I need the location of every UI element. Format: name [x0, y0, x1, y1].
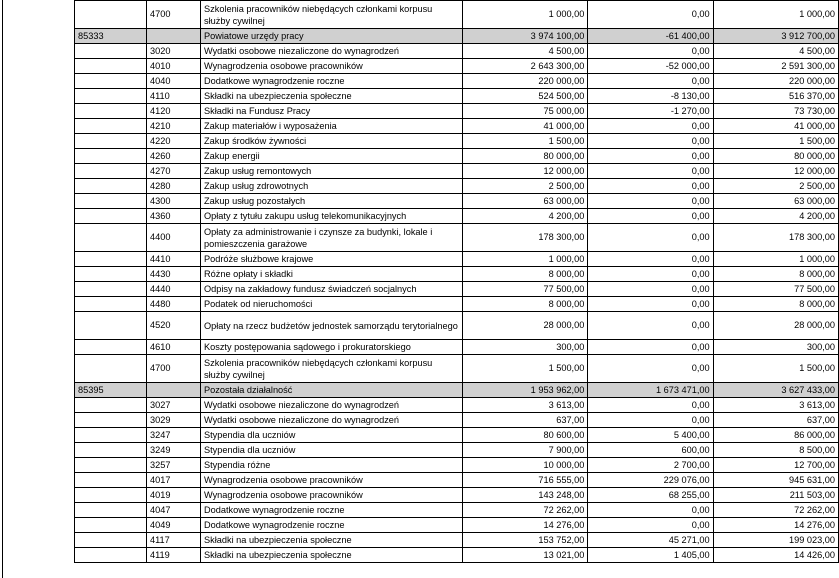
cell-nazwa: Powiatowe urzędy pracy: [201, 29, 463, 44]
cell-po-zmianie: 41 000,00: [713, 119, 838, 134]
cell-po-zmianie: 4 500,00: [713, 44, 838, 59]
cell-po-zmianie: 86 000,00: [713, 428, 838, 443]
cell-plan: 153 752,00: [463, 533, 588, 548]
cell-plan: 12 000,00: [463, 164, 588, 179]
cell-dzial: [75, 282, 147, 297]
cell-po-zmianie: 3 613,00: [713, 398, 838, 413]
cell-po-zmianie: 4 200,00: [713, 209, 838, 224]
cell-zmiana: 0,00: [588, 119, 713, 134]
cell-plan: 8 000,00: [463, 297, 588, 312]
table-row: [75, 194, 839, 209]
cell-zmiana: 0,00: [588, 179, 713, 194]
cell-paragraf: 4047: [147, 503, 201, 518]
cell-plan: 1 500,00: [463, 134, 588, 149]
cell-dzial: [75, 312, 147, 340]
table-row: [75, 533, 839, 548]
cell-nazwa: Zakup usług remontowych: [201, 164, 463, 179]
cell-paragraf: 4120: [147, 104, 201, 119]
section-row: [75, 383, 839, 398]
table-row: [75, 473, 839, 488]
table-row: [75, 548, 839, 563]
table-row: [75, 340, 839, 355]
cell-dzial: [75, 44, 147, 59]
cell-paragraf: 4019: [147, 488, 201, 503]
cell-plan: 41 000,00: [463, 119, 588, 134]
cell-po-zmianie: 516 370,00: [713, 89, 838, 104]
cell-dzial: [75, 355, 147, 383]
cell-paragraf: 4360: [147, 209, 201, 224]
table-row: [75, 488, 839, 503]
cell-nazwa: Składki na Fundusz Pracy: [201, 104, 463, 119]
cell-paragraf: 4260: [147, 149, 201, 164]
cell-po-zmianie: 12 000,00: [713, 164, 838, 179]
cell-paragraf: 4119: [147, 548, 201, 563]
cell-zmiana: 5 400,00: [588, 428, 713, 443]
cell-dzial: [75, 518, 147, 533]
cell-zmiana: 0,00: [588, 398, 713, 413]
cell-dzial: [75, 164, 147, 179]
cell-nazwa: Wynagrodzenia osobowe pracowników: [201, 473, 463, 488]
cell-zmiana: 0,00: [588, 209, 713, 224]
cell-plan: 13 021,00: [463, 548, 588, 563]
cell-nazwa: Zakup środków żywności: [201, 134, 463, 149]
cell-nazwa: Dodatkowe wynagrodzenie roczne: [201, 74, 463, 89]
cell-zmiana: -8 130,00: [588, 89, 713, 104]
cell-plan: 4 500,00: [463, 44, 588, 59]
table-row: [75, 398, 839, 413]
cell-dzial: [75, 149, 147, 164]
cell-zmiana: 0,00: [588, 355, 713, 383]
cell-zmiana: 0,00: [588, 312, 713, 340]
cell-po-zmianie: 1 000,00: [713, 252, 838, 267]
table-row: [75, 74, 839, 89]
cell-nazwa: Stypendia różne: [201, 458, 463, 473]
cell-zmiana: 45 271,00: [588, 533, 713, 548]
cell-po-zmianie: 77 500,00: [713, 282, 838, 297]
cell-plan: 524 500,00: [463, 89, 588, 104]
cell-po-zmianie: 72 262,00: [713, 503, 838, 518]
cell-dzial: [75, 119, 147, 134]
cell-nazwa: Różne opłaty i składki: [201, 267, 463, 282]
cell-paragraf: 4520: [147, 312, 201, 340]
table-row: [75, 179, 839, 194]
cell-paragraf: 4400: [147, 224, 201, 252]
budget-table: [74, 0, 839, 563]
table-row: [75, 443, 839, 458]
cell-dzial: [75, 297, 147, 312]
cell-paragraf: 4410: [147, 252, 201, 267]
cell-nazwa: Składki na ubezpieczenia społeczne: [201, 533, 463, 548]
cell-po-zmianie: 300,00: [713, 340, 838, 355]
cell-nazwa: Składki na ubezpieczenia społeczne: [201, 548, 463, 563]
cell-dzial: [75, 533, 147, 548]
cell-nazwa: Koszty postępowania sądowego i prokuratorskiego: [201, 340, 463, 355]
cell-dzial: [75, 1, 147, 29]
cell-paragraf: 4210: [147, 119, 201, 134]
cell-paragraf: 4017: [147, 473, 201, 488]
cell-po-zmianie: 1 500,00: [713, 134, 838, 149]
cell-po-zmianie: 945 631,00: [713, 473, 838, 488]
cell-po-zmianie: 12 700,00: [713, 458, 838, 473]
cell-dzial: [75, 194, 147, 209]
cell-po-zmianie: 220 000,00: [713, 74, 838, 89]
cell-nazwa: Dodatkowe wynagrodzenie roczne: [201, 518, 463, 533]
cell-dzial: [75, 74, 147, 89]
cell-nazwa: Opłaty za administrowanie i czynsze za budynki, lokale i pomieszczenia garażowe: [201, 224, 463, 252]
cell-po-zmianie: 8 000,00: [713, 297, 838, 312]
table-row: [75, 282, 839, 297]
table-row: [75, 134, 839, 149]
cell-dzial: [75, 340, 147, 355]
cell-po-zmianie: 199 023,00: [713, 533, 838, 548]
cell-paragraf: 3020: [147, 44, 201, 59]
cell-po-zmianie: 63 000,00: [713, 194, 838, 209]
table-row: [75, 458, 839, 473]
cell-paragraf: 4300: [147, 194, 201, 209]
cell-paragraf: 3247: [147, 428, 201, 443]
cell-zmiana: -61 400,00: [588, 29, 713, 44]
cell-zmiana: 0,00: [588, 518, 713, 533]
cell-dzial: [75, 104, 147, 119]
cell-po-zmianie: 178 300,00: [713, 224, 838, 252]
cell-po-zmianie: 2 591 300,00: [713, 59, 838, 74]
cell-po-zmianie: 73 730,00: [713, 104, 838, 119]
cell-paragraf: 4480: [147, 297, 201, 312]
cell-plan: 716 555,00: [463, 473, 588, 488]
cell-plan: 220 000,00: [463, 74, 588, 89]
table-row: [75, 1, 839, 29]
section-row: [75, 29, 839, 44]
cell-nazwa: Zakup usług zdrowotnych: [201, 179, 463, 194]
cell-nazwa: Dodatkowe wynagrodzenie roczne: [201, 503, 463, 518]
cell-zmiana: 0,00: [588, 74, 713, 89]
cell-zmiana: 229 076,00: [588, 473, 713, 488]
cell-plan: 300,00: [463, 340, 588, 355]
cell-dzial: [75, 209, 147, 224]
table-row: [75, 267, 839, 282]
cell-paragraf: 4430: [147, 267, 201, 282]
cell-zmiana: 0,00: [588, 1, 713, 29]
cell-nazwa: Wynagrodzenia osobowe pracowników: [201, 59, 463, 74]
cell-zmiana: 0,00: [588, 164, 713, 179]
cell-nazwa: Zakup energii: [201, 149, 463, 164]
table-row: [75, 59, 839, 74]
cell-plan: 637,00: [463, 413, 588, 428]
cell-paragraf: 4117: [147, 533, 201, 548]
cell-plan: 1 000,00: [463, 252, 588, 267]
cell-plan: 28 000,00: [463, 312, 588, 340]
cell-nazwa: Wydatki osobowe niezaliczone do wynagrodzeń: [201, 398, 463, 413]
cell-zmiana: 0,00: [588, 267, 713, 282]
cell-dzial: [75, 179, 147, 194]
cell-paragraf: 3029: [147, 413, 201, 428]
cell-nazwa: Wynagrodzenia osobowe pracowników: [201, 488, 463, 503]
cell-plan: 1 953 962,00: [463, 383, 588, 398]
table-row: [75, 44, 839, 59]
cell-dzial: [75, 488, 147, 503]
cell-po-zmianie: 3 627 433,00: [713, 383, 838, 398]
cell-plan: 178 300,00: [463, 224, 588, 252]
cell-zmiana: 0,00: [588, 252, 713, 267]
cell-zmiana: 2 700,00: [588, 458, 713, 473]
cell-plan: 14 276,00: [463, 518, 588, 533]
cell-paragraf: 4010: [147, 59, 201, 74]
cell-dzial: [75, 503, 147, 518]
cell-zmiana: 0,00: [588, 149, 713, 164]
cell-paragraf: 4270: [147, 164, 201, 179]
cell-po-zmianie: 14 426,00: [713, 548, 838, 563]
cell-paragraf: 4440: [147, 282, 201, 297]
table-row: [75, 119, 839, 134]
cell-paragraf: 4700: [147, 355, 201, 383]
cell-zmiana: 0,00: [588, 194, 713, 209]
cell-plan: 80 000,00: [463, 149, 588, 164]
cell-nazwa: Zakup usług pozostałych: [201, 194, 463, 209]
table-row: [75, 164, 839, 179]
cell-po-zmianie: 14 276,00: [713, 518, 838, 533]
cell-paragraf: 3249: [147, 443, 201, 458]
cell-po-zmianie: 8 000,00: [713, 267, 838, 282]
cell-nazwa: Podatek od nieruchomości: [201, 297, 463, 312]
cell-zmiana: 1 405,00: [588, 548, 713, 563]
table-row: [75, 312, 839, 340]
cell-nazwa: Stypendia dla uczniów: [201, 428, 463, 443]
table-row: [75, 209, 839, 224]
cell-po-zmianie: 211 503,00: [713, 488, 838, 503]
cell-paragraf: 3257: [147, 458, 201, 473]
cell-dzial: [75, 413, 147, 428]
cell-paragraf: 4610: [147, 340, 201, 355]
cell-paragraf: 3027: [147, 398, 201, 413]
budget-table-body: [75, 1, 839, 563]
cell-zmiana: -1 270,00: [588, 104, 713, 119]
cell-plan: 1 000,00: [463, 1, 588, 29]
cell-zmiana: 0,00: [588, 503, 713, 518]
table-row: [75, 104, 839, 119]
cell-plan: 3 974 100,00: [463, 29, 588, 44]
cell-zmiana: 600,00: [588, 443, 713, 458]
cell-dzial: [75, 443, 147, 458]
cell-paragraf: 4110: [147, 89, 201, 104]
cell-dzial: [75, 473, 147, 488]
cell-zmiana: 0,00: [588, 134, 713, 149]
table-row: [75, 89, 839, 104]
cell-dzial: 85333: [75, 29, 147, 44]
table-row: [75, 149, 839, 164]
table-row: [75, 518, 839, 533]
cell-paragraf: 4220: [147, 134, 201, 149]
cell-po-zmianie: 1 500,00: [713, 355, 838, 383]
cell-dzial: 85395: [75, 383, 147, 398]
cell-nazwa: Wydatki osobowe niezaliczone do wynagrodzeń: [201, 44, 463, 59]
table-row: [75, 297, 839, 312]
cell-plan: 8 000,00: [463, 267, 588, 282]
cell-plan: 80 600,00: [463, 428, 588, 443]
cell-dzial: [75, 458, 147, 473]
cell-po-zmianie: 1 000,00: [713, 1, 838, 29]
cell-zmiana: 1 673 471,00: [588, 383, 713, 398]
cell-nazwa: Szkolenia pracowników niebędących członkami korpusu służby cywilnej: [201, 1, 463, 29]
cell-dzial: [75, 548, 147, 563]
cell-zmiana: -52 000,00: [588, 59, 713, 74]
cell-plan: 4 200,00: [463, 209, 588, 224]
cell-po-zmianie: 3 912 700,00: [713, 29, 838, 44]
cell-po-zmianie: 8 500,00: [713, 443, 838, 458]
cell-paragraf: 4049: [147, 518, 201, 533]
cell-nazwa: Wydatki osobowe niezaliczone do wynagrodzeń: [201, 413, 463, 428]
table-row: [75, 503, 839, 518]
cell-zmiana: 0,00: [588, 413, 713, 428]
cell-dzial: [75, 59, 147, 74]
cell-nazwa: Szkolenia pracowników niebędących członkami korpusu służby cywilnej: [201, 355, 463, 383]
cell-plan: 77 500,00: [463, 282, 588, 297]
cell-dzial: [75, 428, 147, 443]
table-row: [75, 252, 839, 267]
cell-plan: 63 000,00: [463, 194, 588, 209]
page-left-border: [2, 0, 3, 578]
cell-nazwa: Zakup materiałów i wyposażenia: [201, 119, 463, 134]
cell-paragraf: 4700: [147, 1, 201, 29]
cell-zmiana: 0,00: [588, 44, 713, 59]
cell-po-zmianie: 2 500,00: [713, 179, 838, 194]
cell-paragraf: 4280: [147, 179, 201, 194]
cell-dzial: [75, 252, 147, 267]
cell-paragraf: 4040: [147, 74, 201, 89]
cell-po-zmianie: 80 000,00: [713, 149, 838, 164]
cell-nazwa: Pozostała działalność: [201, 383, 463, 398]
cell-zmiana: 0,00: [588, 297, 713, 312]
cell-plan: 3 613,00: [463, 398, 588, 413]
table-row: [75, 413, 839, 428]
cell-dzial: [75, 134, 147, 149]
cell-dzial: [75, 267, 147, 282]
cell-plan: 1 500,00: [463, 355, 588, 383]
cell-plan: 2 500,00: [463, 179, 588, 194]
table-row: [75, 224, 839, 252]
cell-dzial: [75, 398, 147, 413]
cell-plan: 72 262,00: [463, 503, 588, 518]
cell-dzial: [75, 89, 147, 104]
cell-nazwa: Opłaty z tytułu zakupu usług telekomunikacyjnych: [201, 209, 463, 224]
cell-nazwa: Odpisy na zakładowy fundusz świadczeń socjalnych: [201, 282, 463, 297]
cell-zmiana: 0,00: [588, 282, 713, 297]
cell-po-zmianie: 28 000,00: [713, 312, 838, 340]
cell-plan: 143 248,00: [463, 488, 588, 503]
cell-plan: 2 643 300,00: [463, 59, 588, 74]
table-row: [75, 355, 839, 383]
cell-po-zmianie: 637,00: [713, 413, 838, 428]
cell-plan: 75 000,00: [463, 104, 588, 119]
cell-zmiana: 0,00: [588, 224, 713, 252]
cell-paragraf: [147, 29, 201, 44]
cell-paragraf: [147, 383, 201, 398]
cell-dzial: [75, 224, 147, 252]
cell-plan: 10 000,00: [463, 458, 588, 473]
cell-nazwa: Podróże służbowe krajowe: [201, 252, 463, 267]
cell-zmiana: 0,00: [588, 340, 713, 355]
cell-nazwa: Składki na ubezpieczenia społeczne: [201, 89, 463, 104]
table-row: [75, 428, 839, 443]
cell-zmiana: 68 255,00: [588, 488, 713, 503]
cell-nazwa: Stypendia dla uczniów: [201, 443, 463, 458]
cell-nazwa: Opłaty na rzecz budżetów jednostek samorządu terytorialnego: [201, 312, 463, 340]
cell-plan: 7 900,00: [463, 443, 588, 458]
